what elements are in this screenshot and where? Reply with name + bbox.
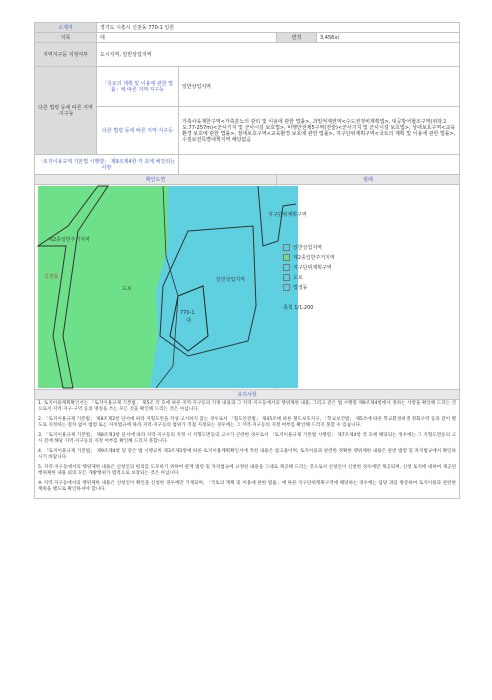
legend-header: 범례 bbox=[277, 175, 460, 185]
legend-swatch bbox=[283, 284, 290, 291]
legend-swatch bbox=[283, 254, 290, 261]
info-table bbox=[34, 22, 460, 499]
special-provision-value bbox=[179, 155, 460, 175]
map-label-road: 도로 bbox=[122, 286, 132, 292]
area-value: 3,456㎡ bbox=[317, 33, 460, 43]
legend-label: 지구단위계획구역 bbox=[293, 264, 332, 271]
map-header: 확인도면 bbox=[35, 175, 277, 185]
zoning-value: 도시지역, 일반상업지역 bbox=[97, 43, 460, 67]
land-category-value: 대 bbox=[97, 33, 277, 43]
legend-label: 도로 bbox=[293, 274, 303, 281]
map-label-residential: 제2종일반주거지역 bbox=[48, 237, 90, 243]
land-use-certificate bbox=[34, 22, 459, 662]
area-label: 면적 bbox=[277, 33, 317, 43]
land-category-label: 지목 bbox=[35, 33, 97, 43]
notes-header: 유의사항 bbox=[35, 390, 460, 400]
national-law-value: 일반상업지역 bbox=[179, 67, 460, 107]
note-paragraph: 2. 「토지이용규제 기본법」 제8조제2항 단서에 따라 지형도면을 작성·고시하지 않는 경우로서 「철도안전법」 제45조에 따른 철도보호지구, 「학교보건법」 제5조에 따른 학교환경위생 정화구역 등과 같이 별도로 지정하는 절차 없이 법령 또는 자치법규에 따라 지역·지구등의 범위가 직접 지정되는 경우에는 그 지역·지구등의 지정 여부를 확인해 드리지 못할 수 있습니다. bbox=[38, 417, 457, 428]
map-label-dong: 신천동 bbox=[44, 274, 59, 280]
map-label-district-plan: 지구단위계획구역 bbox=[268, 212, 307, 218]
national-law-label: 「국토의 계획 및 이용에 관한 법률」에 따른 지역·지구등 bbox=[97, 67, 179, 107]
notes-body bbox=[35, 400, 460, 499]
location-value: 경기도 시흥시 신천동 770-1 일원 bbox=[97, 23, 460, 33]
special-provision-label: 「토지이용규제 기본법 시행령」 제9조제4항 각 호에 해당되는 사항 bbox=[35, 155, 179, 175]
map-scale: 축척 1/1,200 bbox=[283, 305, 314, 311]
legend-item bbox=[283, 274, 455, 281]
note-paragraph: ※ 지역·지구등에서의 행위제한 내용은 신청인이 확인을 신청한 경우에만 기재되며, 「국토의 계획 및 이용에 관한 법률」에 따른 지구단위계획구역에 해당하는 경우에는 담당 과를 방문하여 토지이용과 관련한 계획을 별도로 확인하셔야 합니다. bbox=[38, 481, 457, 492]
note-paragraph: 4. 「토지이용규제 기본법」 제9조제4항 및 같은 법 시행규칙 제3조제1항에 따른 토지이용계획확인서에 적힌 내용은 참고용이며, 토지이용과 관련한 정확한 행위제한 내용은 관련 법령 및 자치법규에서 확인하시기 바랍니다. bbox=[38, 449, 457, 460]
legend-swatch bbox=[283, 274, 290, 281]
location-label: 소재지 bbox=[35, 23, 97, 33]
note-paragraph: 1. 토지이용계획확인서는 「토지이용규제 기본법」 제5조 각 호에 따른 지역·지구등의 지정 내용과 그 지역·지구등에서의 행위제한 내용, 그리고 같은 법 시행령 제9조제4항에서 정하는 사항을 확인해 드리는 것으로서 지역·지구·구역 등의 명칭을 쓰는 모든 것을 확인해 드리는 것은 아닙니다. bbox=[38, 401, 457, 412]
legend-swatch bbox=[283, 244, 290, 251]
legend-swatch bbox=[283, 264, 290, 271]
other-law-label: 다른 법령 등에 따른 지역·지구등 bbox=[97, 107, 179, 155]
map-label-land-type: 대 bbox=[186, 318, 191, 324]
note-paragraph: 3. 「토지이용규제 기본법」 제8조제3항 단서에 따라 지역·지구등의 지정 시 지형도면등의 고시가 곤란한 경우로서 「토지이용규제 기본법 시행령」 제7조제4항 각 호에 해당되는 경우에는 그 지형도면등의 고시 전에 해당 지역·지구등의 지정 여부를 확인해 드리지 못합니다. bbox=[38, 433, 457, 444]
legend-item bbox=[283, 254, 455, 261]
note-paragraph: 5. 지역·지구등에서의 행위제한 내용은 신청인의 편의를 도모하기 위하여 관계 법령 및 자치법규에 규정된 내용을 그대로 제공해 드리는 것으로서 신청인이 신청한 경우에만 제공되며, 신청 토지에 대하여 제공된 행위제한 내용 외의 모든 개발행위가 법적으로 보장되는 것은 아닙니다. bbox=[38, 465, 457, 476]
legend-label: 법정동 bbox=[293, 284, 308, 291]
other-law-value: 가축사육제한구역<가축분뇨의 관리 및 이용에 관한 법률>, 과밀억제권역<수도권정비계획법>, 대공방어협조구역(위탁고도:77-257m)<군사기지 및 군사시설 보호법>, 비행안전제5구역(전술)<군사기지 및 군사시설 보호법>, 상대보호구역<교육환경 보호에 관한 법률>, 절대보호구역<교육환경 보호에 관한 법률>, 지구단위계획구역<국토의 계획 및 이용에 관한 법률>, 수질보전특별대책지역 해당없음 bbox=[179, 107, 460, 155]
legend-item bbox=[283, 244, 455, 251]
legend-item bbox=[283, 264, 455, 271]
legend-label: 일반상업지역 bbox=[293, 244, 322, 251]
legend-label: 제2종일반주거지역 bbox=[293, 254, 335, 261]
legend-item bbox=[283, 284, 455, 291]
map-label-commercial: 일반상업지역 bbox=[216, 277, 245, 283]
zoning-label: 지역지구등 지정여부 bbox=[35, 43, 97, 67]
map-label-lot: 770-1 bbox=[180, 310, 195, 316]
law-label: 다른 법령 등에 따른 지역·지구등 bbox=[35, 67, 97, 155]
